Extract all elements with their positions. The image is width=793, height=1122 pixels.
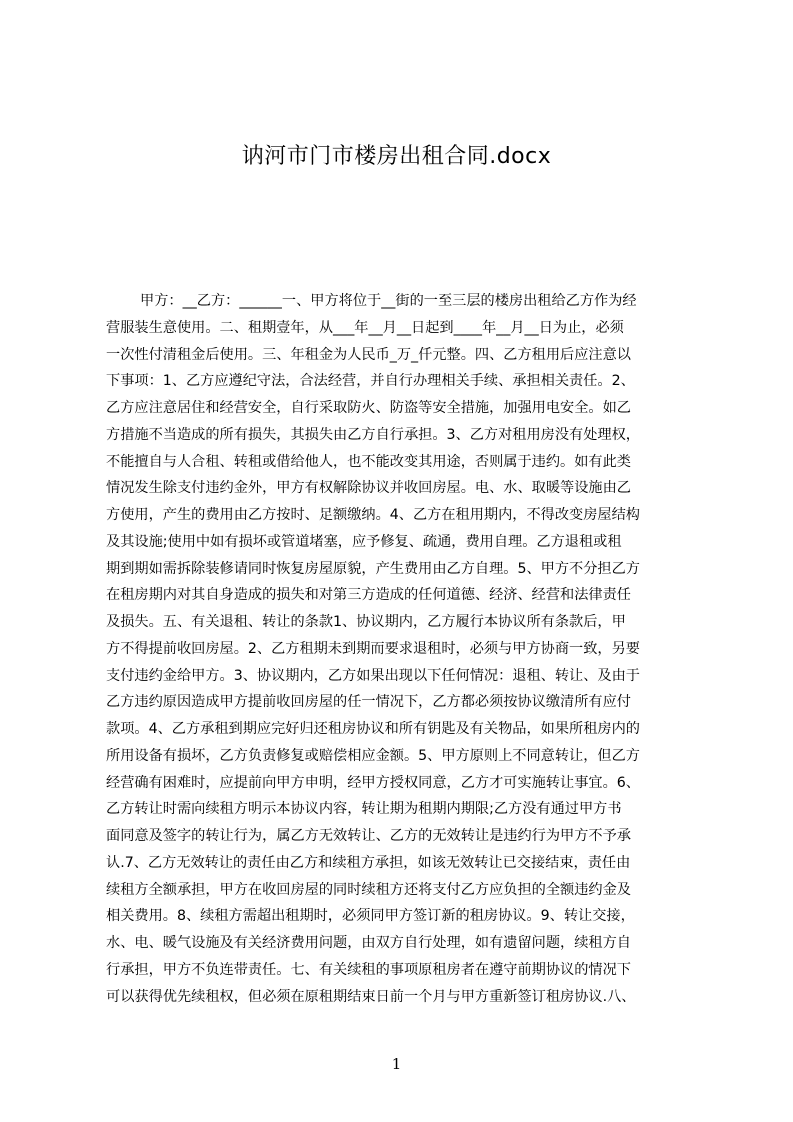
body-line: 所用设备有损坏，乙方负责修复或赔偿相应金额。5、甲方原则上不同意转让，但乙方 — [106, 747, 640, 764]
body-line: 方措施不当造成的所有损失，其损失由乙方自行承担。3、乙方对租用房没有处理权， — [106, 426, 640, 443]
body-line: 营服装生意使用。二、租期壹年，从___年__月__日起到____年__月__日为止，必须 — [106, 319, 624, 336]
body-line: 在租房期内对其自身造成的损失和对第三方造成的任何道德、经济、经营和法律责任 — [106, 587, 631, 604]
body-line: 方不得提前收回房屋。2、乙方租期未到期而要求退租时，必须与甲方协商一致，另要 — [106, 640, 640, 657]
body-line: 不能擅自与人合租、转租或借给他人，也不能改变其用途，否则属于违约。如有此类 — [106, 453, 631, 470]
body-line: 下事项：1、乙方应遵纪守法，合法经营，并自行办理相关手续、承担相关责任。2、 — [106, 373, 635, 390]
body-line: 续租方全额承担，甲方在收回房屋的同时续租方还将支付乙方应负担的全额违约金及 — [106, 881, 631, 898]
body-line: 乙方违约原因造成甲方提前收回房屋的任一情况下，乙方都必须按协议缴清所有应付 — [106, 694, 631, 711]
body-line: 支付违约金给甲方。3、协议期内，乙方如果出现以下任何情况：退租、转让、及由于 — [106, 667, 640, 684]
body-line: 款项。4、乙方承租到期应完好归还租房协议和所有钥匙及有关物品，如果所租房内的 — [106, 721, 640, 737]
page-number: 1 — [391, 1055, 402, 1073]
body-line: 认.7、乙方无效转让的责任由乙方和续租方承担，如该无效转让已交接结束，责任由 — [106, 854, 631, 871]
document-title: 讷河市门市楼房出租合同.docx — [241, 144, 552, 169]
body-line: 一次性付清租金后使用。三、年租金为人民币_万_仟元整。四、乙方租用后应注意以 — [106, 346, 631, 363]
body-line: 可以获得优先续租权，但必须在原租期结束日前一个月与甲方重新签订租房协议.八、 — [106, 988, 636, 1005]
body-line: 相关费用。8、续租方需超出租期时，必须同甲方签订新的租房协议。9、转让交接， — [106, 908, 635, 925]
body-line: 乙方应注意居住和经营安全，自行采取防火、防盗等安全措施，加强用电安全。如乙 — [106, 400, 631, 416]
document-body — [106, 288, 698, 1010]
body-line: 及其设施;使用中如有损坏或管道堵塞，应予修复、疏通，费用自理。乙方退租或租 — [106, 533, 622, 550]
body-line: 情况发生除支付违约金外，甲方有权解除协议并收回房屋。电、水、取暖等设施由乙 — [106, 480, 631, 497]
body-line: 乙方转让时需向续租方明示本协议内容，转让期为租期内期限;乙方没有通过甲方书 — [106, 801, 622, 818]
body-line: 甲方：__乙方：______一、甲方将位于__街的一至三层的楼房出租给乙方作为经 — [140, 293, 637, 309]
body-line: 水、电、暖气设施及有关经济费用问题，由双方自行处理，如有遗留问题，续租方自 — [106, 935, 631, 951]
body-line: 经营确有困难时，应提前向甲方申明，经甲方授权同意，乙方才可实施转让事宜。6、 — [106, 774, 640, 791]
body-line: 及损失。五、有关退租、转让的条款1、协议期内，乙方履行本协议所有条款后，甲 — [106, 614, 626, 630]
body-line: 面同意及签字的转让行为，属乙方无效转让、乙方的无效转让是违约行为甲方不予承 — [106, 828, 631, 844]
body-line: 期到期如需拆除装修请同时恢复房屋原貌，产生费用由乙方自理。5、甲方不分担乙方 — [106, 560, 640, 577]
body-line: 方使用，产生的费用由乙方按时、足额缴纳。4、乙方在租用期内，不得改变房屋结构 — [106, 507, 640, 523]
body-line: 行承担，甲方不负连带责任。七、有关续租的事项原租房者在遵守前期协议的情况下 — [106, 961, 631, 978]
